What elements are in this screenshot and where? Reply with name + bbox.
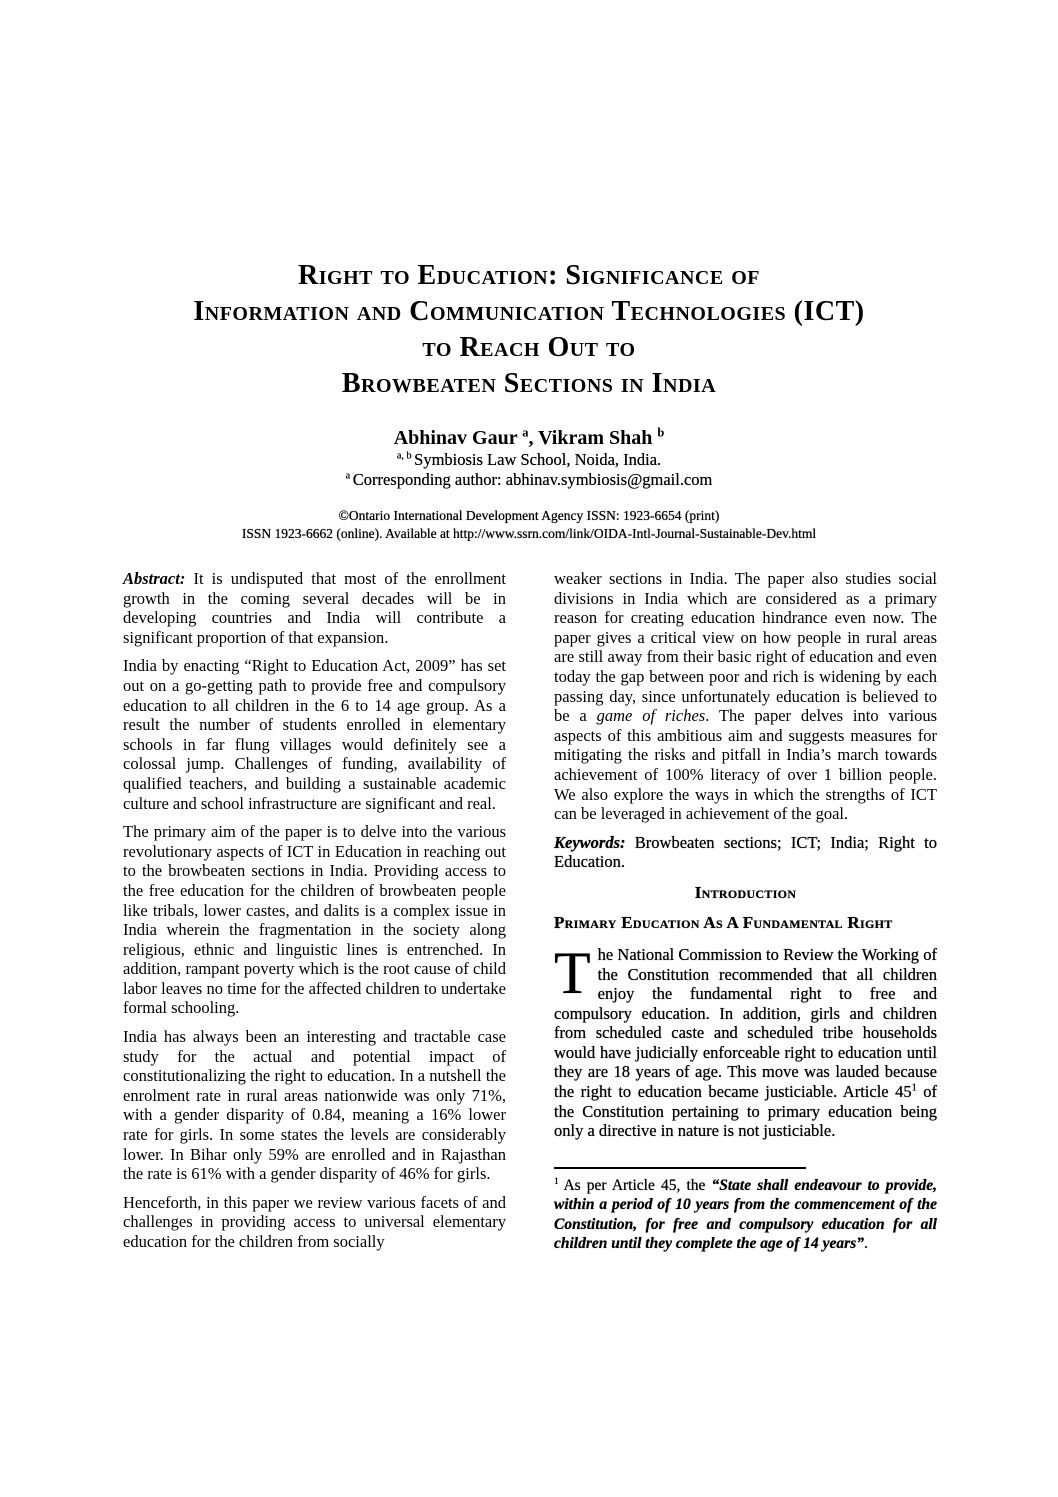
text-segment: India has always been an interesting and tractable case study for the actual and potential impact of constitutionalizing the right to education. In a nutshell the enrolment rate in rural areas nationwide was only 71%, with a gender disparity of 0.84, meaning a 16% lower rate for girls. In some states the levels are considerably lower. In Bihar only 59% are enrolled and in Rajasthan the rate is 61% with a gender disparity of 46% for girls. [123, 1027, 506, 1184]
text-segment: b [657, 425, 665, 440]
text-segment: a, b [396, 450, 415, 462]
title-line-2: Information and Communication Technologies (ICT) [193, 296, 865, 327]
text-segment: 1 [554, 1175, 564, 1187]
text-segment: India by enacting “Right to Education Act, 2009” has set out on a go-getting path to provide free and compulsory education to all children in the 6 to 14 age group. As a result the number of students enrolled in elementary schools in far flung villages would definitely see a colossal jump. Challenges of funding, availability of qualified teachers, and building a sustainable academic culture and school infrastructure are significant and real. [123, 656, 506, 813]
issn-print-line: ©Ontario International Development Agency ISSN: 1923-6654 (print) [338, 508, 720, 523]
footnote-divider [554, 1167, 806, 1169]
keywords-paragraph [554, 833, 937, 872]
issn-block [0, 507, 1058, 542]
authors-line [0, 426, 1058, 450]
text-segment: Abhinav Gaur [393, 427, 523, 449]
introduction-paragraph [554, 939, 937, 1141]
issn-online-line: ISSN 1923-6662 (online). Available at http://www.ssrn.com/link/OIDA-Intl-Journal-Sustainable-Dev.html [241, 525, 817, 541]
text-segment: Symbiosis Law School, Noida, India. [414, 450, 662, 469]
introduction-heading: Introduction [694, 882, 797, 902]
text-segment: The primary aim of the paper is to delve into the various revolutionary aspects of ICT in Education in reaching out to the browbeaten sections in India. Providing access to the free education for the children of browbeaten people like tribals, lower castes, and dalits is a complex issue in India wherein the fragmentation in the society along religious, ethnic and linguistic lines is entrenched. In addition, rampant poverty which is the root cause of child labor leaves no time for the affected children to undertake formal schooling. [123, 822, 506, 1018]
abstract-paragraph [123, 569, 506, 647]
text-segment: As per Article 45, the [563, 1176, 712, 1194]
text-segment: It is undisputed that most of the enrollment growth in the coming several decades will be in developing countries and India will contribute a significant proportion of that expansion. [123, 569, 506, 647]
text-segment: Abstract: [123, 569, 194, 588]
abstract-paragraph-4 [123, 1027, 506, 1184]
primary-education-heading: Primary Education As A Fundamental Right [554, 912, 893, 932]
affiliation-line [0, 450, 1058, 470]
text-segment: of the Constitution pertaining to primary education being only a directive in nature is not justiciable. [554, 1082, 937, 1141]
text-segment: Browbeaten sections; ICT; India; Right to Education. [554, 832, 937, 872]
text-segment: weaker sections in India. The paper also studies social divisions in India which are considered as a primary reason for creating education hindrance even now. The paper gives a critical view on how people in rural areas are still away from their basic right of education and even today the gap between poor and rich is widening by each passing day, since unfortunately education is believed to be a [554, 569, 937, 726]
title-line-4: Browbeaten Sections in India [341, 368, 717, 399]
abstract-paragraph-3 [123, 822, 506, 1018]
paper-title [0, 0, 1058, 402]
text-segment: . The paper delves into various aspects of this ambitious aim and suggests measures for mitigating the risks and pitfall in India’s march towards achievement of 100% literacy of over 1 billion people. We also explore the ways in which the strengths of ICT can be leveraged in achievement of the goal. [554, 706, 937, 824]
dropcap-letter: T [554, 939, 591, 1006]
abstract-continuation-paragraph [554, 569, 937, 824]
right-column [554, 569, 937, 1261]
text-segment: , Vikram Shah [528, 427, 658, 449]
text-segment: Corresponding author: abhinav.symbiosis@gmail.com [352, 470, 713, 489]
text-segment: Keywords: [554, 832, 635, 852]
text-segment: a [345, 470, 353, 482]
abstract-paragraph-2 [123, 656, 506, 813]
footnote-text [554, 1176, 937, 1254]
text-segment: “State shall endeavour to provide, within a period of 10 years from the commencement of the Constitution, for free and compulsory education for all children until they complete the age of 14 years” [554, 1176, 937, 1253]
introduction-text [554, 939, 937, 1141]
title-line-1: Right to Education: Significance of [298, 260, 760, 291]
footnote [554, 1167, 937, 1254]
text-segment: he National Commission to Review the Working of the Constitution recommended that all children enjoy the fundamental right to free and compulsory education. In addition, girls and children from scheduled caste and scheduled tribe households would have judicially enforceable right to education until they are 18 years of age. This move was lauded because the right to education became justiciable. Article 45 [554, 944, 937, 1102]
left-column [123, 569, 506, 1261]
abstract-paragraph-5 [123, 1193, 506, 1252]
text-segment: a [522, 425, 529, 440]
corresponding-author-line [0, 470, 1058, 490]
title-line-3: to Reach Out to [422, 332, 636, 363]
text-segment: 1 [911, 1082, 917, 1094]
text-segment: Henceforth, in this paper we review various facets of and challenges in providing access to universal elementary education for the children from socially [123, 1192, 506, 1251]
text-segment: game of riches [596, 706, 706, 726]
two-column-body [0, 542, 1058, 1261]
text-segment: . [863, 1235, 868, 1253]
